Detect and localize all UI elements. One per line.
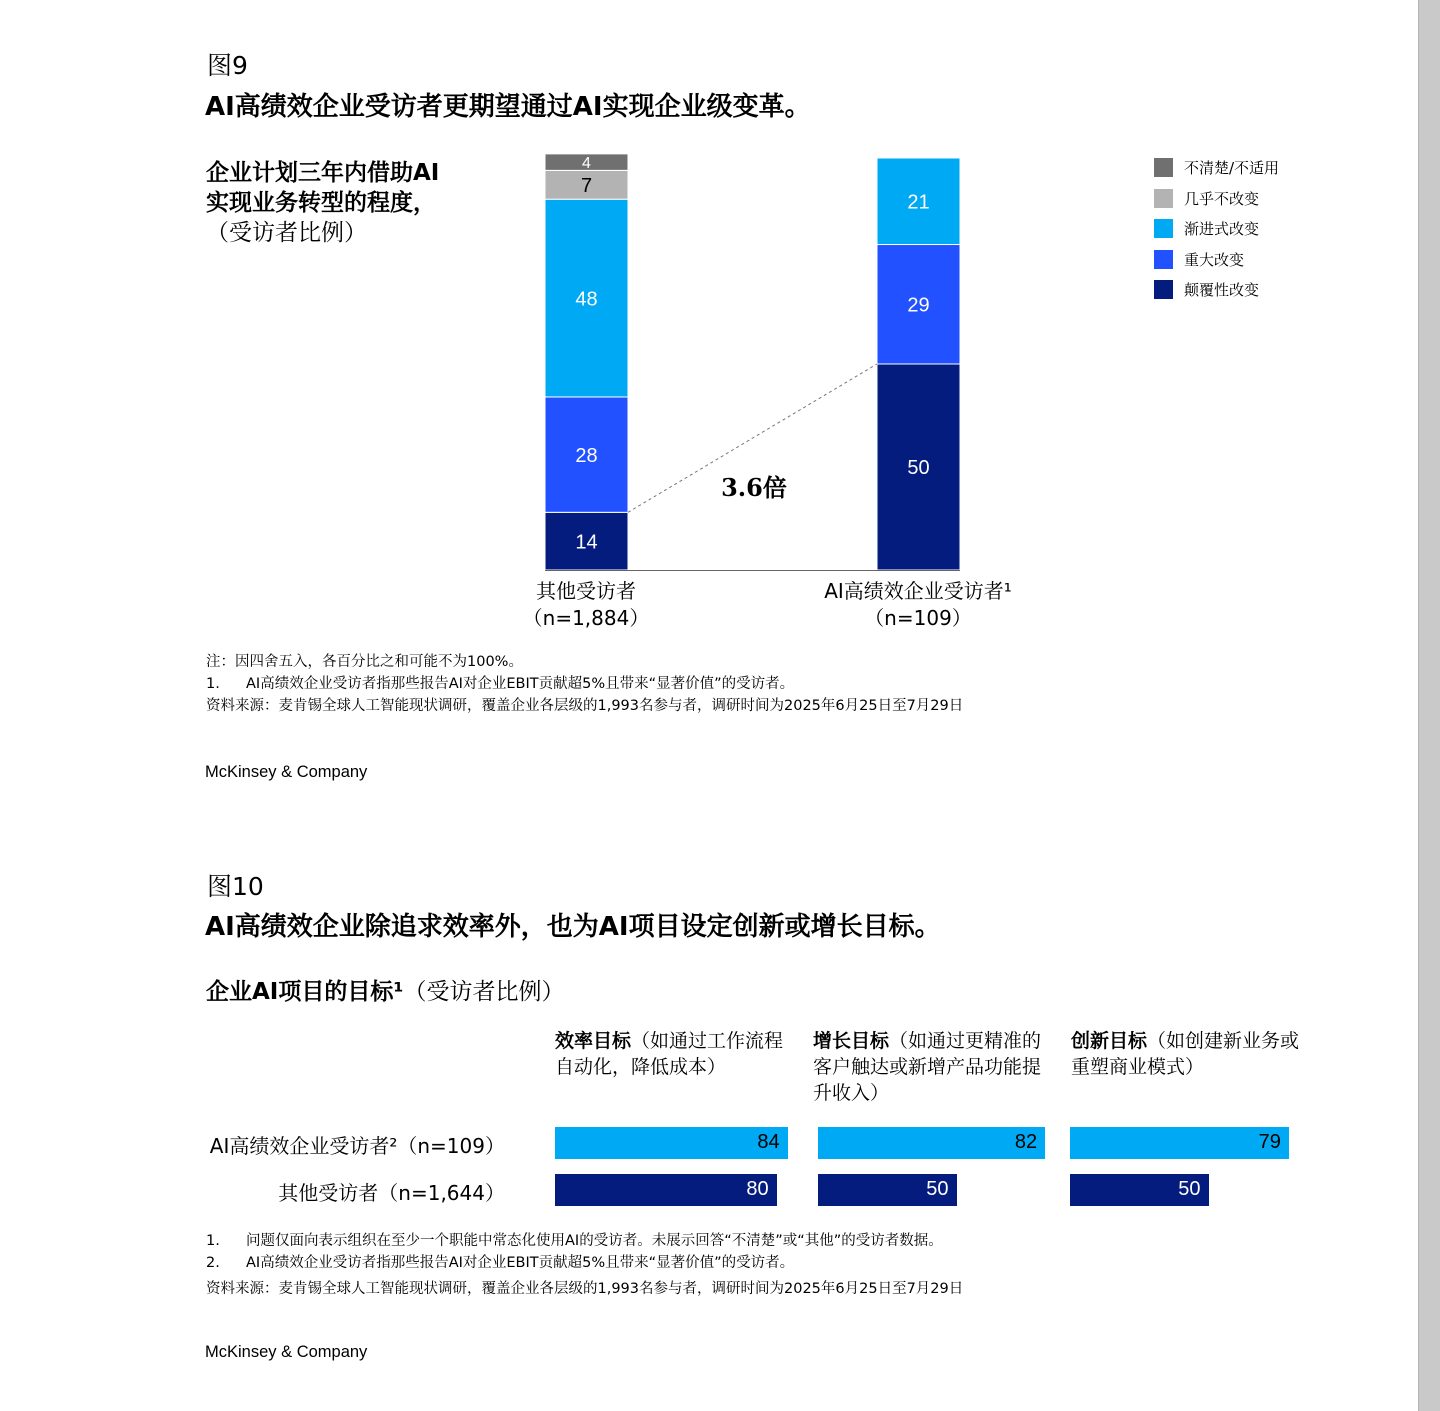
fig10-subtitle xyxy=(206,977,564,1007)
legend-label: 重大改变 xyxy=(1184,250,1245,269)
fig9-note-footnote-1-text: AI高绩效企业受访者指那些报告AI对企业EBIT贡献超5%且带来“显著价值”的受访者。 xyxy=(246,676,795,692)
fig10-column-efficiency-name: 效率目标 xyxy=(555,1030,632,1052)
fig9-title: AI高绩效企业受访者更期望通过AI实现企业级变革。 xyxy=(205,92,811,122)
fig9-bar-value-label: 50 xyxy=(907,457,930,480)
fig10-note-footnote-1 xyxy=(206,1230,963,1252)
fig10-bar-value-label: 79 xyxy=(1258,1131,1281,1153)
fig10-bar xyxy=(1070,1127,1289,1159)
fig10-note-footnote-2 xyxy=(206,1252,963,1274)
fig9-xlabel-high xyxy=(788,578,1048,632)
fig10-subtitle-bold: 企业AI项目的目标¹ xyxy=(206,979,404,1005)
legend-label: 不清楚/不适用 xyxy=(1184,159,1280,177)
legend-swatch xyxy=(1154,158,1173,177)
fig10-row-label-high: AI高绩效企业受访者²（n=109） xyxy=(209,1134,505,1158)
fig10-bar-value-label: 50 xyxy=(1178,1178,1201,1200)
fig10-bar xyxy=(818,1174,957,1206)
fig9-xlabel-others xyxy=(456,578,716,632)
fig10-bar xyxy=(555,1174,777,1206)
window-edge-scrollbar[interactable] xyxy=(1418,0,1440,1411)
fig9-bar-value-label: 14 xyxy=(575,531,598,554)
fig10-bar-value-label: 82 xyxy=(1014,1131,1038,1153)
fig10-column-innovation xyxy=(1071,1028,1306,1080)
fig9-xlabel-others-line-1: 其他受访者 xyxy=(536,579,636,603)
fig10-bar-value-label: 84 xyxy=(757,1131,780,1153)
fig10-subtitle-rest: （受访者比例） xyxy=(403,979,565,1005)
fig9-xlabel-high-line-1: AI高绩效企业受访者¹ xyxy=(824,579,1012,603)
fig9-note-footnote-1 xyxy=(206,673,963,695)
fig9-note-rounding: 注：因四舍五入，各百分比之和可能不为100%。 xyxy=(206,654,523,670)
fig10-column-growth-desc: （如通过更精准的客户触达或新增产品功能提升收入） xyxy=(813,1030,1042,1104)
fig10-bar-value-label: 80 xyxy=(746,1178,769,1200)
fig10-title: AI高绩效企业除追求效率外，也为AI项目设定创新或增长目标。 xyxy=(205,912,941,942)
fig9-note-source: 资料来源：麦肯锡全球人工智能现状调研，覆盖企业各层级的1,993名参与者，调研时间为2025年6月25日至7月29日 xyxy=(206,698,964,714)
legend-label: 几乎不改变 xyxy=(1184,189,1260,208)
fig10-note-footnote-1-text: 问题仅面向表示组织在至少一个职能中常态化使用AI的受访者。未展示回答“不清楚”或“其他”的受访者数据。 xyxy=(246,1233,943,1249)
fig9-subtitle-line-1: 企业计划三年内借助AI xyxy=(206,160,440,186)
fig9-subtitle-line-3: （受访者比例） xyxy=(206,220,367,246)
fig10-column-efficiency xyxy=(555,1028,800,1080)
fig10-column-innovation-name: 创新目标 xyxy=(1071,1030,1148,1052)
fig10-brand: McKinsey & Company xyxy=(205,1343,368,1361)
fig10-bar xyxy=(555,1127,788,1159)
fig10-column-efficiency-desc: （如通过工作流程自动化，降低成本） xyxy=(555,1030,784,1078)
legend-label: 颠覆性改变 xyxy=(1184,281,1260,299)
fig9-xlabel-others-line-2: （n=1,884） xyxy=(522,606,650,630)
legend-swatch xyxy=(1154,189,1173,208)
legend-swatch xyxy=(1154,280,1173,299)
fig9-note-footnote-1-num: 1. xyxy=(206,676,220,692)
fig10-note-footnote-1-num: 1. xyxy=(206,1233,220,1249)
fig9-subtitle-line-2: 实现业务转型的程度， xyxy=(206,190,436,216)
legend-swatch xyxy=(1154,250,1173,269)
fig10-bar xyxy=(818,1127,1045,1159)
fig10-note-source: 资料来源：麦肯锡全球人工智能现状调研，覆盖企业各层级的1,993名参与者，调研时间为2025年6月25日至7月29日 xyxy=(206,1281,964,1297)
fig9-notes xyxy=(206,651,963,717)
fig9-subtitle xyxy=(206,158,439,248)
fig9-bar-value-label: 4 xyxy=(582,154,591,172)
fig9-bar-value-label: 48 xyxy=(575,288,598,311)
fig9-multiplier-annotation: 3.6倍 xyxy=(721,473,787,502)
fig10-notes xyxy=(206,1230,963,1300)
fig9-bar-value-label: 29 xyxy=(907,294,930,317)
fig9-label: 图9 xyxy=(207,51,248,80)
fig9-xlabel-high-line-2: （n=109） xyxy=(864,606,972,630)
fig10-row-label-others: 其他受访者（n=1,644） xyxy=(278,1181,505,1205)
fig10-column-innovation-desc: （如创建新业务或重塑商业模式） xyxy=(1071,1030,1300,1078)
fig10-note-footnote-2-text: AI高绩效企业受访者指那些报告AI对企业EBIT贡献超5%且带来“显著价值”的受访者。 xyxy=(246,1255,795,1271)
fig9-bar-value-label: 21 xyxy=(907,191,930,214)
fig10-bar xyxy=(1070,1174,1209,1206)
fig10-note-footnote-2-num: 2. xyxy=(206,1255,220,1271)
fig10-column-growth xyxy=(813,1028,1048,1106)
fig9-bar-value-label: 28 xyxy=(575,444,598,467)
fig10-bar-value-label: 50 xyxy=(926,1178,949,1200)
fig9-bar-value-label: 7 xyxy=(580,174,593,197)
legend-swatch xyxy=(1154,219,1173,238)
legend-label: 渐进式改变 xyxy=(1184,220,1260,238)
fig10-column-growth-name: 增长目标 xyxy=(813,1030,890,1052)
fig10-label: 图10 xyxy=(207,872,264,901)
fig9-brand: McKinsey & Company xyxy=(205,763,368,781)
fig9-stacked-bar-chart xyxy=(520,150,1000,580)
